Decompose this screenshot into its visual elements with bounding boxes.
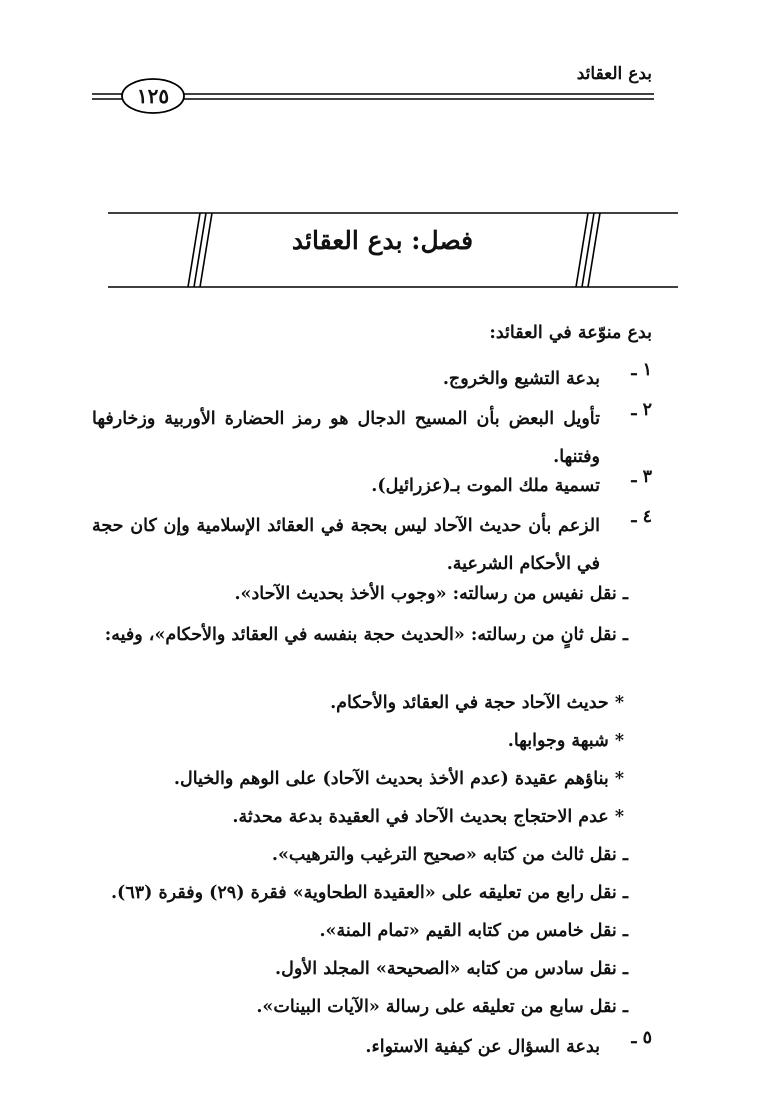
item-text: بدعة التشيع والخروج. <box>442 369 600 389</box>
item-text: بدعة السؤال عن كيفية الاستواء. <box>365 1037 600 1057</box>
intro-line: بدع منوّعة في العقائد: <box>489 323 652 343</box>
item-number: ٢ ـ <box>631 400 652 420</box>
item-number: ١ ـ <box>631 360 652 380</box>
item-text: تسمية ملك الموت بـ(عزرائيل). <box>371 476 600 496</box>
sub-item: ـ نقل نفيس من رسالته: «وجوب الأخذ بحديث الآحاد». <box>234 584 628 604</box>
item-text: تأويل البعض بأن المسيح الدجال هو رمز الحضارة الأوربية وزخارفها وفتنها. <box>92 409 600 467</box>
sub-item: ـ نقل خامس من كتابه القيم «تمام المنة». <box>319 921 628 941</box>
star-item: * بناؤهم عقيدة (عدم الأخذ بحديث الآحاد) على الوهم والخيال. <box>173 769 624 789</box>
chapter-title-frame <box>0 0 760 310</box>
page-number: ١٢٥ <box>136 84 170 108</box>
sub-item: ـ نقل ثالث من كتابه «صحيح الترغيب والترهيب». <box>271 845 628 865</box>
chapter-title: فصل: بدع العقائد <box>291 226 474 255</box>
item-number: ٤ ـ <box>631 507 652 527</box>
star-item: * عدم الاحتجاج بحديث الآحاد في العقيدة بدعة محدثة. <box>232 807 624 827</box>
item-number: ٣ ـ <box>631 467 652 487</box>
sub-item: ـ نقل سادس من كتابه «الصحيحة» المجلد الأول. <box>275 959 628 979</box>
star-item: * حديث الآحاد حجة في العقائد والأحكام. <box>330 693 624 713</box>
running-title: بدع العقائد <box>576 64 652 84</box>
sub-item: ـ نقل رابع من تعليقه على «العقيدة الطحاوية» فقرة (٢٩) وفقرة (٦٣). <box>110 883 628 903</box>
item-text: الزعم بأن حديث الآحاد ليس بحجة في العقائد الإسلامية وإن كان حجة في الأحكام الشرعية. <box>92 516 600 574</box>
sub-item: ـ نقل سابع من تعليقه على رسالة «الآيات البينات». <box>256 997 628 1017</box>
sub-item: ـ نقل ثانٍ من رسالته: «الحديث حجة بنفسه في العقائد والأحكام»، وفيه: <box>104 625 628 645</box>
star-item: * شبهة وجوابها. <box>507 731 624 751</box>
item-number: ٥ ـ <box>631 1028 652 1048</box>
